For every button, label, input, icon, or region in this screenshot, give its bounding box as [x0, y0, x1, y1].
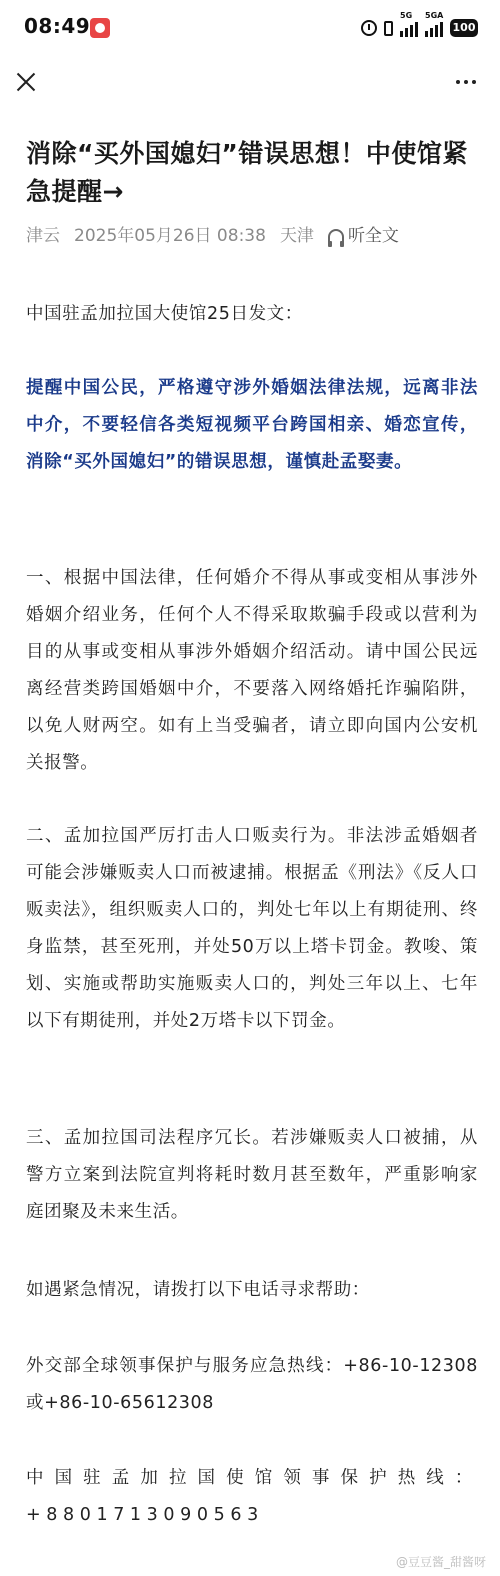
article-title: 消除“买外国媳妇”错误思想！中使馆紧急提醒→ — [26, 139, 468, 206]
alarm-icon — [361, 20, 377, 36]
top-nav — [0, 56, 500, 112]
app-notification-icon — [90, 18, 110, 38]
more-icon[interactable] — [456, 80, 476, 84]
article-paragraph: 二、孟加拉国严厉打击人口贩卖行为。非法涉孟婚姻者可能会涉嫌贩卖人口而被逮捕。根据孟《刑法》《反人口贩卖法》，组织贩卖人口的，判处七年以上有期徒刑、终身监禁，甚至死刑，并处50万以上塔卡罚金。教唆、策划、实施或帮助实施贩卖人口的，判处三年以上、七年以下有期徒刑，并处2万塔卡以下罚金。 — [26, 826, 478, 1031]
watermark: @豆豆酱_甜酱呀 — [395, 1555, 486, 1569]
article-paragraph: 一、根据中国法律，任何婚介不得从事或变相从事涉外婚姻介绍业务，任何个人不得采取欺骗手段或以营利为目的从事或变相从事涉外婚姻介绍活动。请中国公民远离经营类跨国婚姻中介，不要落入网络婚托诈骗陷阱，以免人财两空。如有上当受骗者，请立即向国内公安机关报警。 — [26, 568, 478, 773]
signal-icon — [400, 11, 418, 37]
article-paragraph: 三、孟加拉国司法程序冗长。若涉嫌贩卖人口被捕，从警方立案到法院宣判将耗时数月甚至数年，严重影响家庭团聚及未来生活。 — [26, 1128, 478, 1222]
status-icons — [361, 11, 478, 40]
status-time: 08:49 — [24, 14, 91, 38]
vibrate-icon — [384, 21, 393, 36]
status-bar — [0, 0, 500, 56]
battery-icon: 100 — [450, 19, 478, 37]
network-label-2: 5GA — [425, 11, 444, 20]
headphone-icon[interactable] — [328, 229, 344, 244]
close-icon[interactable] — [14, 70, 38, 94]
listen-button[interactable]: 听全文 — [347, 226, 399, 246]
article-source[interactable]: 津云 — [26, 226, 60, 246]
article-paragraph: 如遇紧急情况，请拨打以下电话寻求帮助： — [26, 1280, 370, 1300]
network-label-1: 5G — [400, 11, 413, 20]
hotline-paragraph: 外交部全球领事保护与服务应急热线：+86-10-12308或+86-10-65612308 — [26, 1356, 478, 1413]
embassy-hotline-paragraph: 中国驻孟加拉国使馆领事保护热线：+8801713090563 — [26, 1468, 478, 1525]
signal-icon-2 — [425, 11, 444, 37]
article-highlight-paragraph: 提醒中国公民，严格遵守涉外婚姻法律法规，远离非法中介，不要轻信各类短视频平台跨国相亲、婚恋宣传，消除“买外国媳妇”的错误思想，谨慎赴孟娶妻。 — [26, 378, 478, 472]
article-location: 天津 — [279, 226, 314, 246]
article-meta — [26, 221, 478, 251]
article-datetime: 2025年05月26日 08:38 — [74, 226, 266, 246]
article-header — [26, 135, 478, 251]
article-paragraph: 中国驻孟加拉国大使馆25日发文： — [26, 304, 303, 324]
